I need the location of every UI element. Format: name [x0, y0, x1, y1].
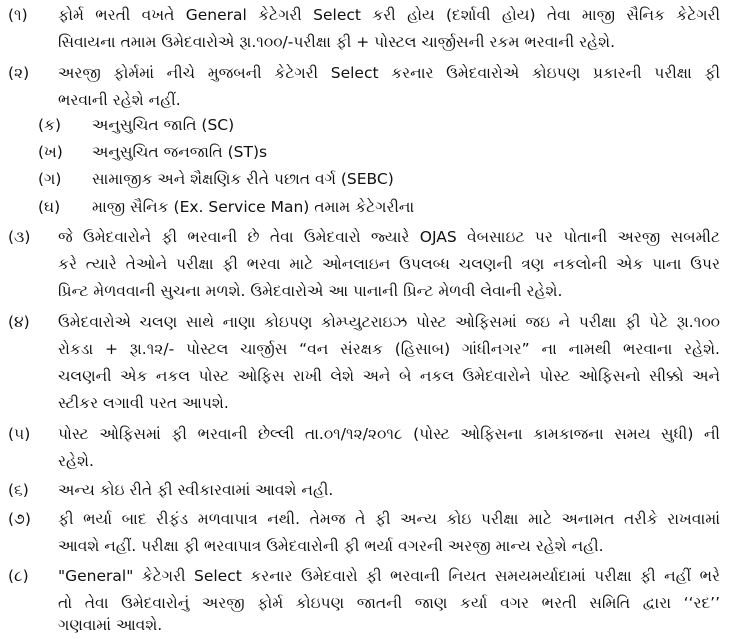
item-number: (૧) [8, 6, 28, 24]
item-text-line: રહેશે. [58, 452, 94, 470]
item-text-line: અન્ય કોઇ રીતે ફી સ્વીકારવામાં આવશે નહી. [58, 481, 334, 499]
sub-item-text: અનુસુચિત જનજાતિ (ST)s [92, 143, 268, 161]
sub-item-number: (ખ) [38, 143, 63, 161]
item-text-line: ફોર્મ ભરતી વખતે General કેટેગરી Select કરી હોય (દર્શાવી હોય) તેવા માજી સૈનિક કેટેગરી [58, 6, 720, 24]
sub-item-number: (ક) [38, 116, 62, 134]
item-text-line: પોસ્ટ ઓફિસમાં ફી ભરવાની છેલ્લી તા.૦૧/૧૨/૨૦૧૮ (પોસ્ટ ઓફિસના કામકાજના સમય સુધી) ની [58, 425, 720, 443]
item-text-line: રોકડા + રૂા.૧૨/- પોસ્ટલ ચાર્જીસ “વન સંરક્ષક (હિસાબ) ગાંધીનગર” ના નામથી ભરવાના રહેશે. [58, 340, 720, 358]
item-number: (૬) [8, 481, 29, 499]
item-number: (૫) [8, 425, 31, 443]
sub-item-text: સામાજીક અને શૈક્ષણિક રીતે પછાત વર્ગ (SEBC) [92, 170, 394, 188]
item-text-line: સ્ટીકર લગાવી પરત આપશે. [58, 394, 229, 412]
item-text-line: આવશે નહીં. પરીક્ષા ફી ભરવાપાત્ર ઉમેદવારોની ફી ભર્યા વગરની અરજી માન્ય રહેશે નહી. [58, 537, 604, 555]
item-text-line: ચલણની એક નકલ પોસ્ટ ઓફિસ રાખી લેશે અને બે નકલ ઉમેદવારોને પોસ્ટ ઓફિસનો સીક્કો અને [58, 367, 720, 385]
sub-item-number: (ઘ) [38, 198, 61, 216]
sub-item-text: અનુસુચિત જાતિ (SC) [92, 116, 235, 134]
item-text-line: કરે ત્યારે તેઓને પરીક્ષા ફી ભરવા માટે ઓનલાઇન ઉપલબ્ધ ચલણની ત્રણ નકલોની એક પાના ઉપર [58, 255, 720, 273]
item-text-line: ઉમેદવારોએ ચલણ સાથે નાણા કોઇપણ કોમ્પ્યુટરાઇઝ પોસ્ટ ઓફિસમાં જઇ ને પરીક્ષા ફી પેટે રૂા.૧૦૦ [58, 313, 720, 331]
item-text-line: તો તેવા ઉમેદવારોનું અરજી ફોર્મ કોઇપણ જાતની જાણ કર્યા વગર ભરતી સમિતિ દ્વારા ‘‘રદ’’ [58, 594, 720, 612]
sub-item-number: (ગ) [38, 170, 62, 188]
sub-item-text: માજી સૈનિક (Ex. Service Man) તમામ કેટેગરીના [92, 198, 415, 216]
item-text-line: જે ઉમેદવારોને ફી ભરવાની છે તેવા ઉમેદવારો જ્યારે OJAS વેબસાઇટ પર પોતાની અરજી સબમીટ [58, 228, 720, 246]
item-text-line: "General" કેટેગરી Select કરનાર ઉમેદવારો ફી ભરવાની નિયત સમયમર્યાદામાં પરીક્ષા ફી નહીં ભરે [58, 567, 720, 585]
item-number: (૪) [8, 313, 30, 331]
item-number: (૨) [8, 64, 30, 82]
item-text-line: અરજી ફોર્મમાં નીચે મુજબની કેટેગરી Select કરનાર ઉમેદવારોએ કોઇપણ પ્રકારની પરીક્ષા ફી [58, 64, 720, 82]
item-text-line: પ્રિન્ટ મેળવવાની સુચના મળશે. ઉમેદવારોએ આ પાનાની પ્રિન્ટ મેળવી લેવાની રહેશે. [58, 282, 563, 300]
item-number: (૩) [8, 228, 31, 246]
item-number: (૮) [8, 567, 29, 585]
item-text-line: સિવાયના તમામ ઉમેદવારોએ રૂા.૧૦૦/-પરીક્ષા ફી + પોસ્ટલ ચાર્જીસની રકમ ભરવાની રહેશે. [58, 33, 616, 51]
item-text-line: ગણવામાં આવશે. [58, 616, 163, 634]
item-text-line: ભરવાની રહેશે નહીં. [58, 91, 181, 109]
item-number: (૭) [8, 510, 31, 528]
item-text-line: ફી ભર્યા બાદ રીફંડ મળવાપાત્ર નથી. તેમજ તે ફી અન્ય કોઇ પરીક્ષા માટે અનામત તરીકે રાખવામાં [58, 510, 720, 528]
